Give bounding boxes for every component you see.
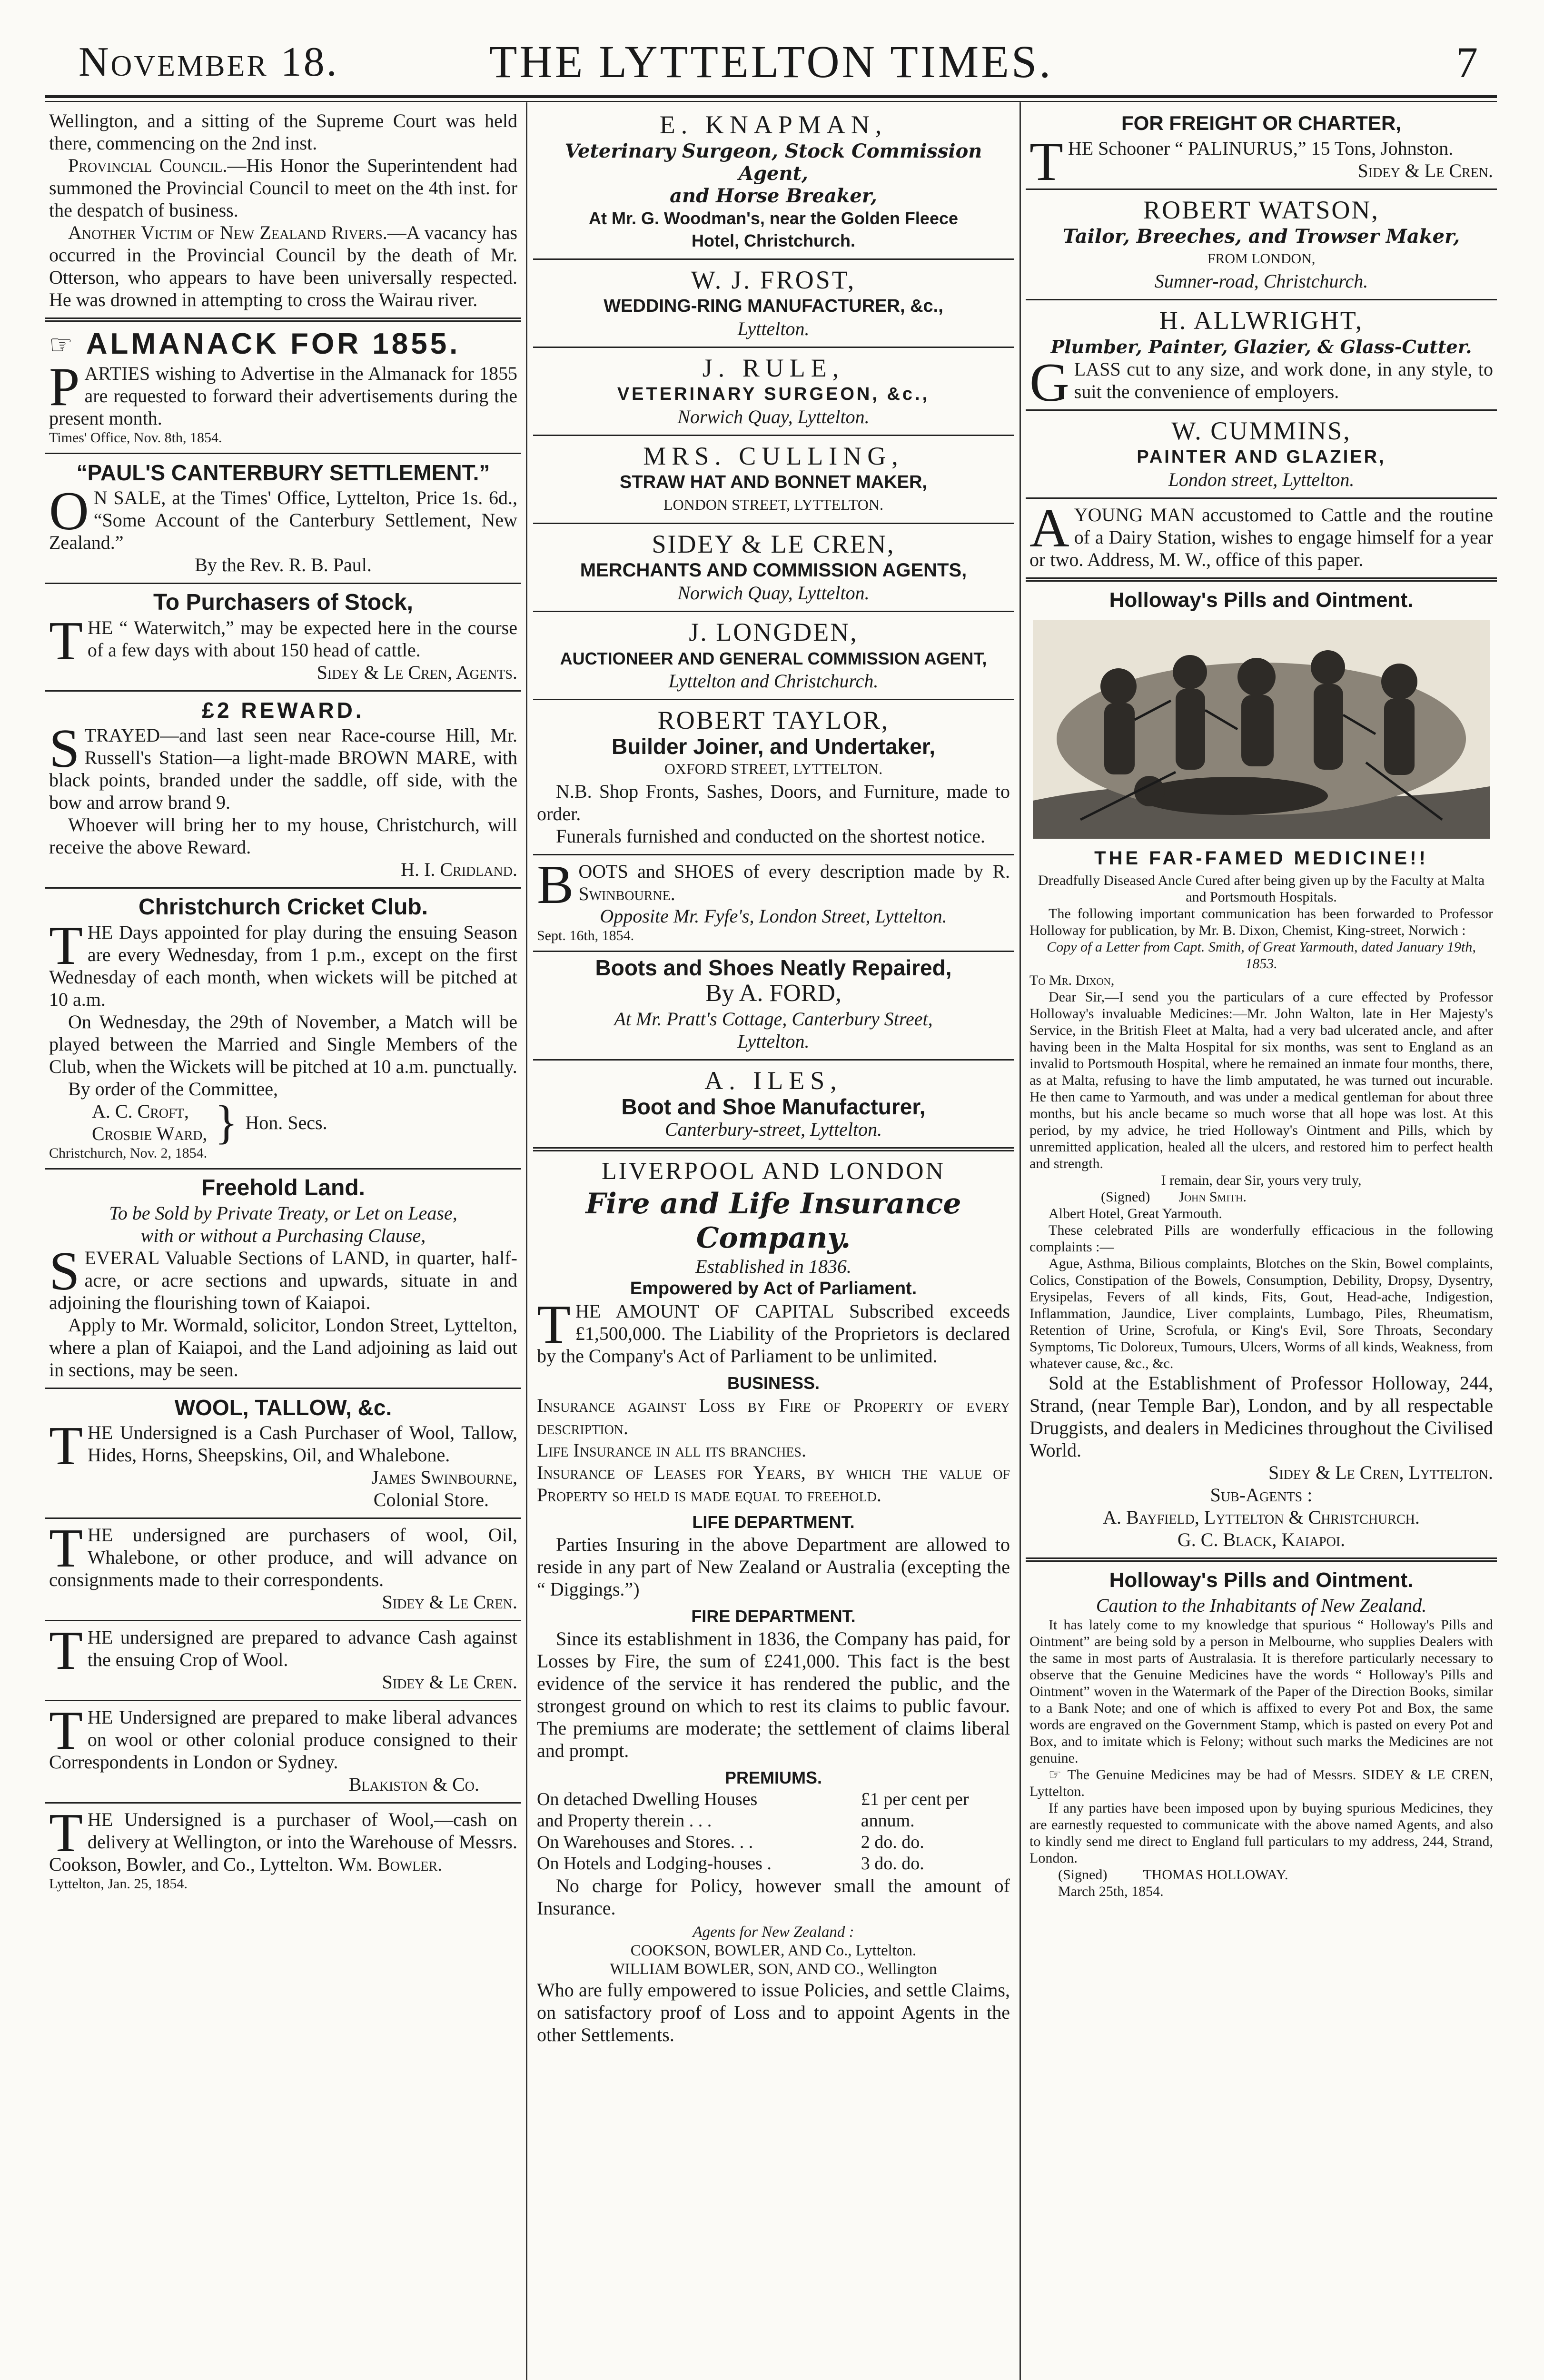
ad-body: These celebrated Pills are wonderfully efficacious in the following complaints :— xyxy=(1029,1222,1493,1255)
card-line: AUCTIONEER AND GENERAL COMMISSION AGENT, xyxy=(560,649,987,668)
newspaper-title: THE LYTTELTON TIMES. xyxy=(489,36,1053,87)
ad-body: Parties Insuring in the above Department are allowed to reside in any part of New Zealand or Australia (excepting the “ Diggings.”) xyxy=(537,1534,1010,1600)
agent-line: A. Bayfield, Lyttelton & Christchurch. xyxy=(1103,1507,1420,1528)
card-line: FROM LONDON, xyxy=(1207,251,1316,267)
ad-body: Insurance of Leases for Years, by which the value of Property so held is made equal to freehold. xyxy=(537,1462,1010,1506)
ad-title: WOOL, TALLOW, &c. xyxy=(174,1395,392,1420)
drop-cap: B xyxy=(537,854,574,915)
ad-title: Freehold Land. xyxy=(201,1175,365,1200)
card-body: LASS cut to any size, and work done, in any style, to suit the convenience of employers. xyxy=(1074,358,1493,402)
card-name: MRS. CULLING, xyxy=(643,442,904,470)
section-heading: BUSINESS. xyxy=(727,1373,820,1393)
pointing-hand-icon: ☞ xyxy=(49,329,86,359)
ad-freehold xyxy=(45,1170,521,1389)
masthead-rule-thin xyxy=(45,101,1497,102)
ad-paul xyxy=(45,454,521,584)
ad-signature: Sidey & Le Cren, Agents. xyxy=(317,662,517,683)
section-heading: PREMIUMS. xyxy=(724,1768,822,1787)
ad-produce xyxy=(45,1519,521,1621)
ad-title: Holloway's Pills and Ointment. xyxy=(1109,588,1414,612)
ad-line: Dreadfully Diseased Ancle Cured after being given up by the Faculty at Malta and Portsmouth Hospitals. xyxy=(1038,873,1485,905)
column-1 xyxy=(45,105,521,2380)
card-line: Lyttelton. xyxy=(737,318,810,339)
table-row: On detached Dwelling Houses £1 per cent per xyxy=(537,1789,969,1809)
company-name: Fire and Life Insurance Company. xyxy=(585,1187,961,1255)
card-name: J. LONGDEN, xyxy=(689,618,858,646)
card-name: SIDEY & LE CREN, xyxy=(652,530,895,558)
ad-line: To Mr. Dixon, xyxy=(1029,972,1115,988)
drop-cap: P xyxy=(49,357,80,417)
section-heading: LIFE DEPARTMENT. xyxy=(692,1512,855,1532)
issue-date: November 18. xyxy=(79,39,339,85)
card-line: Canterbury-street, Lyttelton. xyxy=(664,1119,882,1140)
ad-advance xyxy=(45,1621,521,1701)
ad-body: The following important communication has been forwarded to Professor Holloway for publication, by Mr. B. Dixon, Chemist, King-street, Norwich : xyxy=(1029,906,1493,938)
card-name: A. ILES, xyxy=(704,1066,842,1095)
ad-signature: Sidey & Le Cren. xyxy=(382,1591,517,1613)
card-ford xyxy=(533,952,1014,1061)
card-line: Sumner-road, Christchurch. xyxy=(1154,270,1368,292)
ad-reward xyxy=(45,692,521,889)
drop-cap: T xyxy=(1029,131,1063,192)
page-number: 7 xyxy=(1456,38,1478,87)
ad-body: HE “ Waterwitch,” may be expected here in the course of a few days with about 150 head of cattle. xyxy=(87,617,517,661)
ad-holloway-2 xyxy=(1026,1562,1497,1906)
ad-almanack xyxy=(45,322,521,454)
card-line: Lyttelton. xyxy=(737,1031,810,1052)
ad-signature: H. I. Cridland. xyxy=(401,859,517,880)
card-cummins xyxy=(1026,411,1497,499)
ad-body: ARTIES wishing to Advertise in the Almanack for 1855 are requested to forward their advertisements during the present month. xyxy=(49,363,517,429)
ad-body: HE Undersigned are prepared to make liberal advances on wool or other colonial produce consigned to their Correspondents in London or Sydney. xyxy=(49,1706,517,1773)
ad-author: By the Rev. R. B. Paul. xyxy=(195,554,372,575)
drop-cap: O xyxy=(49,481,89,542)
drop-cap: T xyxy=(49,1803,83,1864)
ad-subtitle: To be Sold by Private Treaty, or Let on Lease, xyxy=(109,1202,457,1224)
card-line: Tailor, Breeches, and Trowser Maker, xyxy=(1062,225,1460,248)
ad-title: £2 REWARD. xyxy=(202,698,365,723)
card-watson xyxy=(1026,190,1497,300)
table-row: On Hotels and Lodging-houses . 3 do. do. xyxy=(537,1854,924,1874)
agent-line: COOKSON, BOWLER, AND Co., Lyttelton. xyxy=(630,1942,917,1959)
ad-bowler xyxy=(45,1804,521,1899)
ad-body: HE undersigned are prepared to advance Cash against the ensuing Crop of Wool. xyxy=(87,1626,517,1670)
ad-freight xyxy=(1026,105,1497,190)
card-line: At Mr. G. Woodman's, near the Golden Fleece xyxy=(588,208,959,228)
ad-body: EVERAL Valuable Sections of LAND, in quarter, half-acre, or acre sections and upwards, situate in and adjoining the flourishing town of Kaiapoi. xyxy=(49,1247,517,1313)
drop-cap: S xyxy=(49,718,80,779)
ad-body: Ague, Asthma, Bilious complaints, Blotches on the Skin, Bowel complaints, Colics, Constipation of the Bowels, Consumption, Debility, Dropsy, Dysentry, Erysipelas, Fevers of all kinds, Fits, Gout, Head-ache, Indigestion, Inflammation, Jaundice, Liver complaints, Lumbago, Piles, Rheumatism, Retention of Urine, Scrofula, or King's Evil, Sore Throats, Secondary Symptoms, Tic Doloreux, Tumours, Ulcers, Worms of all kinds, Weakness, from whatever cause, &c., &c. xyxy=(1029,1256,1493,1371)
ad-line: Copy of a Letter from Capt. Smith, of Great Yarmouth, dated January 19th, 1853. xyxy=(1047,939,1476,972)
card-sidey xyxy=(533,524,1014,612)
drop-cap: S xyxy=(49,1241,80,1302)
ad-body: On Wednesday, the 29th of November, a Match will be played between the Married and Single Members of the Club, when the Wickets will be pitched at 10 a.m. punctually. xyxy=(49,1011,517,1077)
card-name: By A. FORD, xyxy=(705,980,842,1007)
ad-signature: (Signed) John Smith. xyxy=(1101,1189,1247,1205)
table-row: On Warehouses and Stores. . . 2 do. do. xyxy=(537,1832,924,1852)
agent-line: WILLIAM BOWLER, SON, AND CO., Wellington xyxy=(610,1961,937,1978)
card-body: N.B. Shop Fronts, Sashes, Doors, and Furniture, made to order. xyxy=(537,781,1010,824)
card-name: H. ALLWRIGHT, xyxy=(1159,306,1364,335)
ad-footer: March 25th, 1854. xyxy=(1058,1884,1164,1899)
card-boots xyxy=(533,855,1014,952)
ad-line: Empowered by Act of Parliament. xyxy=(630,1279,917,1299)
card-line: Boot and Shoe Manufacturer, xyxy=(621,1094,926,1119)
ad-signature: James Swinbourne, xyxy=(371,1467,517,1488)
ad-body: It has lately come to my knowledge that spurious “ Holloway's Pills and Ointment” are being sold by a person in Melbourne, who supplies Dealers with the same in most parts of Australasia. It is therefore particularly necessary to observe that the Genuine Medicines have the words “ Holloway's Pills and Ointment” woven in the Watermark of the Paper of the Direction Books, similar to a Bank Note; and one of which is affixed to every Pot and Box, the same words are engraved on the Government Stamp, which is pasted on every Pot and Box, and to imitate which is Felony; without such marks the Medicines are not genuine. xyxy=(1029,1617,1493,1766)
card-line: Norwich Quay, Lyttelton. xyxy=(677,582,870,604)
news-paragraph: Wellington, and a sitting of the Supreme Court was held there, commencing on the 2nd inst. xyxy=(49,110,517,154)
ad-title: LIVERPOOL AND LONDON xyxy=(601,1158,946,1185)
ad-wool xyxy=(45,1389,521,1519)
ad-signature: Sidey & Le Cren, Lyttelton. xyxy=(1268,1462,1493,1483)
card-line: LONDON STREET, LYTTELTON. xyxy=(663,496,883,513)
card-line: London street, Lyttelton. xyxy=(1168,469,1355,490)
ad-body: Who are fully empowered to issue Policies, and settle Claims, on satisfactory proof of Loss and to appoint Agents in the other Settlements. xyxy=(537,1979,1010,2045)
card-line: WEDDING-RING MANUFACTURER, &c., xyxy=(604,296,943,316)
table-row: and Property therein . . . annum. xyxy=(537,1811,915,1831)
card-culling xyxy=(533,436,1014,524)
ad-liberal xyxy=(45,1701,521,1804)
card-maker: R. Swinbourne. xyxy=(578,861,1010,904)
ad-body: If any parties have been imposed upon by buying spurious Medicines, they are earnestly requested to communicate with the above named Agents, and also to kindly send me direct to England full particulars to my address, 244, Strand, London. xyxy=(1029,1800,1493,1866)
ad-signature: Wm. Bowler. xyxy=(338,1854,443,1875)
card-rule xyxy=(533,348,1014,436)
ad-body: TRAYED—and last seen near Race-course Hill, Mr. Russell's Station—a light-made BROWN MARE, with black points, branded under the saddle, off side, with the bow and arrow brand 9. xyxy=(49,724,517,813)
premiums-table xyxy=(537,1789,1010,1874)
drop-cap: T xyxy=(49,1620,83,1681)
card-body: OOTS and SHOES of every description made by xyxy=(578,861,983,882)
ad-title: Holloway's Pills and Ointment. xyxy=(1109,1568,1414,1592)
card-line: VETERINARY SURGEON, &c., xyxy=(617,384,930,404)
drop-cap: T xyxy=(49,915,83,976)
ad-signature: (Signed) THOMAS HOLLOWAY. xyxy=(1058,1867,1288,1883)
ad-footer: Lyttelton, Jan. 25, 1854. xyxy=(49,1876,188,1892)
card-name: E. KNAPMAN, xyxy=(659,110,888,139)
card-line: MERCHANTS AND COMMISSION AGENTS, xyxy=(580,560,967,581)
news-paragraph: Another Victim of New Zealand Rivers.—A vacancy has occurred in the Provincial Council by the death of Mr. Otterson, who appears to have been universally respected. He was drowned in attempting to cross the Wairau river. xyxy=(49,222,518,310)
ad-body: Apply to Mr. Wormald, solicitor, London Street, Lyttelton, where a plan of Kaiapoi, and the Land adjoining as laid out in sections, may be seen. xyxy=(49,1314,517,1380)
card-frost xyxy=(533,260,1014,348)
ad-body: Whoever will bring her to my house, Christchurch, will receive the above Reward. xyxy=(49,814,517,858)
news-paragraph: Provincial Council.—His Honor the Superintendent had summoned the Provincial Council to meet on the 4th inst. for the despatch of business. xyxy=(49,155,517,221)
card-name: ROBERT TAYLOR, xyxy=(657,706,890,734)
brace-icon: } xyxy=(215,1096,238,1149)
card-line: At Mr. Pratt's Cottage, Canterbury Street, xyxy=(614,1008,933,1030)
card-line: Builder Joiner, and Undertaker, xyxy=(612,734,935,759)
ad-body: Dear Sir,—I send you the particulars of a cure effected by Professor Holloway's invaluable Medicines:—Mr. John Walton, late in Her Majesty's Service, in the British Fleet at Malta, had a very bad ulcerated ancle, and after having been in the Malta Hospital for six months, was sent to England as an invalid to Portsmouth Hospital, where he remained an inmate four months, there, as at Malta, refusing to have the limb amputated, he was turned out incurable. He then came to Yarmouth, and was under a medical gentleman for about three months, but his ancle became so much worse that all hope was lost. At this period, by my advice, he tried Holloway's Ointment and Pills, which by unremitted application, healed all the ulcers, and restored him to perfect health and strength. xyxy=(1029,989,1493,1171)
ad-title: To Purchasers of Stock, xyxy=(153,590,413,615)
drop-cap: T xyxy=(49,1416,83,1477)
card-iles xyxy=(533,1061,1014,1151)
ad-body: HE Schooner “ PALINURUS,” 15 Tons, Johnston. xyxy=(1068,138,1454,159)
ad-body: HE Days appointed for play during the ensuing Season are every Wednesday, from 1 p.m., except on the first Wednesday of each month, when wickets will be pitched at 10 a.m. xyxy=(49,922,517,1010)
column-divider xyxy=(1019,102,1021,2380)
drop-cap: T xyxy=(49,1518,83,1579)
ad-subtitle: with or without a Purchasing Clause, xyxy=(140,1225,426,1246)
column-divider xyxy=(526,102,527,2380)
card-name: J. RULE, xyxy=(702,354,845,382)
agent-line: G. C. Black, Kaiapoi. xyxy=(1177,1529,1346,1550)
ad-body: Life Insurance in all its branches. xyxy=(537,1439,807,1461)
ad-body: Insurance against Loss by Fire of Property of every description. xyxy=(537,1395,1010,1438)
ad-line: Albert Hotel, Great Yarmouth. xyxy=(1049,1206,1222,1221)
card-line: and Horse Breaker, xyxy=(670,185,877,207)
ad-body: HE Undersigned is a Cash Purchaser of Wool, Tallow, Hides, Horns, Sheepskins, Oil, and Whalebone. xyxy=(87,1422,517,1466)
ad-body: No charge for Policy, however small the amount of Insurance. xyxy=(537,1875,1010,1919)
card-line: Boots and Shoes Neatly Repaired, xyxy=(595,955,952,980)
ad-line: Sub-Agents : xyxy=(1210,1484,1313,1506)
card-line: Norwich Quay, Lyttelton. xyxy=(677,406,870,427)
ad-holloway-1 xyxy=(1026,582,1497,1562)
ad-line: Agents for New Zealand : xyxy=(693,1924,854,1941)
ad-title: FOR FREIGHT OR CHARTER, xyxy=(1121,112,1401,134)
card-name: W. CUMMINS, xyxy=(1171,416,1351,445)
ad-signature: Blakiston & Co. xyxy=(348,1774,479,1795)
card-line: Hotel, Christchurch. xyxy=(691,231,856,250)
ad-title: “PAUL'S CANTERBURY SETTLEMENT.” xyxy=(76,460,490,485)
ad-title: Christchurch Cricket Club. xyxy=(138,894,428,920)
card-name: W. J. FROST, xyxy=(691,266,856,294)
drop-cap: A xyxy=(1029,498,1069,559)
ad-body: YOUNG MAN accustomed to Cattle and the routine of a Dairy Station, wishes to engage himself for a year or two. Address, M. W., office of this paper. xyxy=(1029,504,1493,570)
card-line: Plumber, Painter, Glazier, & Glass-Cutter. xyxy=(1050,336,1472,357)
card-body: Funerals furnished and conducted on the shortest notice. xyxy=(556,825,985,847)
ad-body: Since its establishment in 1836, the Company has paid, for Losses by Fire, the sum of £241,000. This fact is the best evidence of the service it has rendered the public, and the strongest ground on which to rest its claims to public favour. The premiums are moderate; the settlement of claims liberal and prompt. xyxy=(537,1628,1010,1761)
card-footer: Sept. 16th, 1854. xyxy=(537,928,634,943)
masthead-rule xyxy=(45,95,1497,98)
ad-stock xyxy=(45,584,521,692)
section-heading: FIRE DEPARTMENT. xyxy=(691,1606,856,1626)
ad-body: ☞ The Genuine Medicines may be had of Messrs. SIDEY & LE CREN, Lyttelton. xyxy=(1029,1767,1493,1799)
card-line: Lyttelton and Christchurch. xyxy=(668,670,879,692)
ad-young-man xyxy=(1026,499,1497,582)
card-line: PAINTER AND GLAZIER, xyxy=(1137,447,1386,467)
card-name: ROBERT WATSON, xyxy=(1143,196,1379,224)
card-allwright xyxy=(1026,300,1497,411)
column-3 xyxy=(1026,105,1497,2380)
masthead xyxy=(45,29,1497,100)
ad-line: I remain, dear Sir, yours very truly, xyxy=(1161,1172,1362,1188)
ad-body: Sold at the Establishment of Professor Holloway, 244, Strand, (near Temple Bar), London, and by all respectable Druggists, and dealers in Medicines throughout the Civilised World. xyxy=(1029,1372,1493,1461)
column-2 xyxy=(533,105,1014,2380)
ad-footer: Times' Office, Nov. 8th, 1854. xyxy=(49,430,222,446)
ad-signature: A. C. Croft, Crosbie Ward, } Hon. Secs. xyxy=(92,1096,327,1149)
drop-cap: T xyxy=(49,611,83,672)
ad-title: ☞ ALMANACK FOR 1855. xyxy=(49,327,461,360)
ad-insurance xyxy=(533,1151,1014,2053)
card-line: Veterinary Surgeon, Stock Commission Agent, xyxy=(564,140,982,185)
ad-signature: Sidey & Le Cren. xyxy=(382,1671,517,1693)
engraving-illustration xyxy=(1033,620,1490,839)
card-taylor xyxy=(533,700,1014,855)
ad-body: By order of the Committee, xyxy=(68,1078,278,1100)
ad-subtitle: Caution to the Inhabitants of New Zealand. xyxy=(1096,1595,1427,1616)
ad-body: HE undersigned are purchasers of wool, Oil, Whalebone, or other produce, and will advance on consignments made to their correspondents. xyxy=(49,1524,517,1590)
ad-signature: Colonial Store. xyxy=(373,1489,489,1510)
ad-footer: Christchurch, Nov. 2, 1854. xyxy=(49,1145,208,1161)
ad-body: HE Undersigned is a purchaser of Wool,—cash on delivery at Wellington, or into the Warehouse of Messrs. Cookson, Bowler, and Co., Lyttelton. xyxy=(49,1809,517,1875)
ad-body: N SALE, at the Times' Office, Lyttelton, Price 1s. 6d., “Some Account of the Canterbury Settlement, New Zealand.” xyxy=(49,487,517,553)
ad-subtitle: THE FAR-FAMED MEDICINE!! xyxy=(1094,848,1428,869)
drop-cap: T xyxy=(537,1294,571,1355)
news-continuation xyxy=(45,105,521,322)
drop-cap: T xyxy=(49,1700,83,1761)
ad-line: Established in 1836. xyxy=(695,1256,851,1277)
card-longden xyxy=(533,612,1014,700)
card-line: Opposite Mr. Fyfe's, London Street, Lyttelton. xyxy=(600,905,947,927)
card-line: STRAW HAT AND BONNET MAKER, xyxy=(620,472,927,492)
ad-body: HE AMOUNT OF CAPITAL Subscribed exceeds £1,500,000. The Liability of the Proprietors is declared by the Company's Act of Parliament to be unlimited. xyxy=(537,1300,1010,1367)
ad-cricket xyxy=(45,889,521,1170)
drop-cap: G xyxy=(1029,352,1069,413)
pointing-hand-icon: ☞ xyxy=(1049,1767,1068,1783)
ad-signature: Sidey & Le Cren. xyxy=(1357,160,1493,181)
card-knapman xyxy=(533,105,1014,260)
card-line: OXFORD STREET, LYTTELTON. xyxy=(664,760,883,777)
